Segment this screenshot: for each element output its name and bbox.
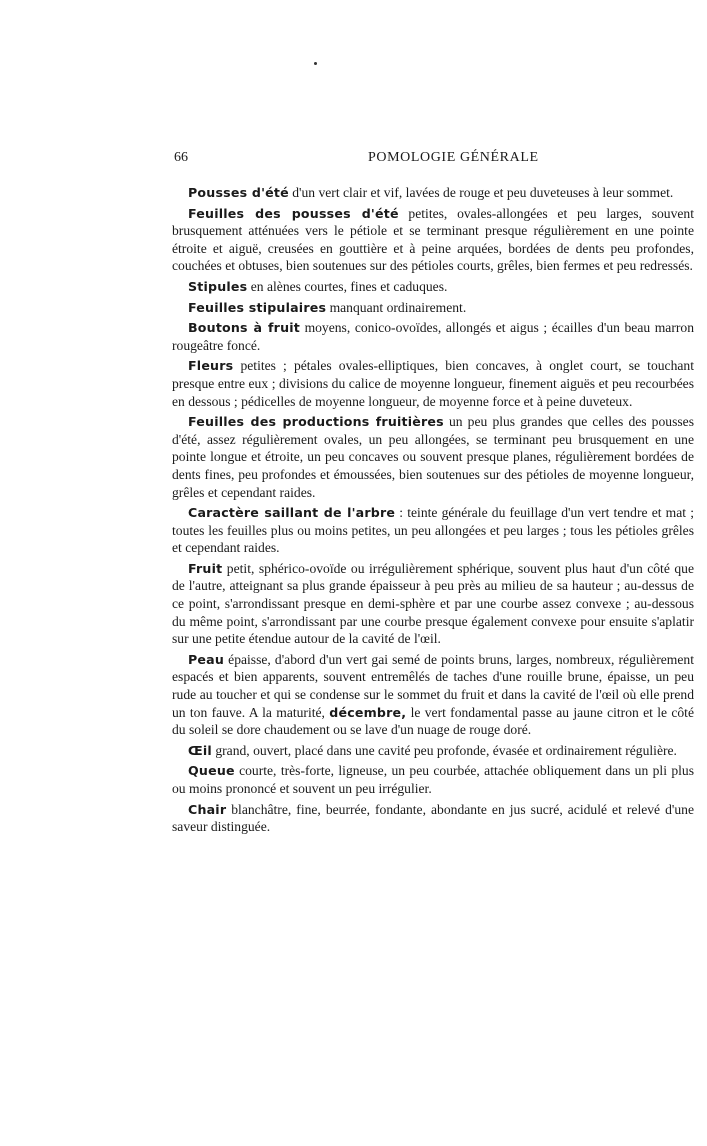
paragraph-text: un peu plus grandes que celles des pousses d'été, assez régulièrement ovales, un peu allongées, se terminant peu brusquement en une pointe longue et étroite, un peu concaves ou souvent presque planes, régulièrement bordées de dents fines, peu profondes et émoussées, bien soutenues sur des pétioles de moyenne longueur, grêles et cependant raides. (172, 414, 694, 500)
paragraph-oeil (172, 742, 694, 760)
paragraph-text: d'un vert clair et vif, lavées de rouge et peu duveteuses à leur sommet. (288, 185, 674, 200)
paragraph-text: petit, sphérico-ovoïde ou irrégulièrement sphérique, souvent plus haut d'un côté que de l'autre, atteignant sa plus grande épaisseur à peu près au milieu de sa hauteur ; au-dessus de ce point, s'arrondissant presque en demi-sphère et par une courbe assez convexe ; au-dessous du même point, s'arrondissant par une courbe presque également convexe pour ensuite s'aplatir sur une petite étendue autour de la cavité de l'œil. (172, 560, 694, 647)
paragraph-text: : teinte générale du feuillage d'un vert tendre et mat ; toutes les feuilles plus ou moins petites, un peu allongées et peu larges ; tous les pétioles grêles et cependant raides. (172, 505, 694, 556)
paragraph-text: moyens, conico-ovoïdes, allongés et aigus ; écailles d'un beau marron rougeâtre foncé. (172, 320, 694, 353)
print-speck (314, 62, 317, 65)
term-heading: Chair (188, 801, 227, 817)
paragraph-fleurs (172, 357, 694, 410)
paragraph-text: manquant ordinairement. (326, 299, 467, 315)
paragraph-text: en alènes courtes, fines et caduques. (247, 278, 448, 294)
paragraph-text: courte, très-forte, ligneuse, un peu courbée, attachée obliquement dans un pli plus ou moins prononcé et souvent un peu irrégulier. (172, 763, 694, 796)
paragraph-peau (172, 651, 694, 739)
paragraph-feuilles-pousses (172, 205, 694, 275)
paragraph-boutons (172, 319, 694, 354)
running-title: POMOLOGIE GÉNÉRALE (368, 150, 539, 165)
paragraph-fruit (172, 560, 694, 648)
paragraph-text: le vert fondamental passe au jaune citron et le côté du soleil se dore chaudement ou se lave d'un nuage de rouge doré. (172, 704, 694, 738)
paragraph-text: petites ; pétales ovales-elliptiques, bien concaves, à onglet court, se touchant presque entre eux ; divisions du calice de moyenne longueur, finement aiguës et peu recourbées en dessous ; pédicelles de moyenne longueur, de moyenne force et à peine duveteux. (172, 358, 694, 409)
paragraph-text: grand, ouvert, placé dans une cavité peu profonde, évasée et ordinairement régulière. (211, 742, 677, 758)
term-heading: Œil (188, 742, 212, 758)
term-heading: Stipules (188, 278, 248, 294)
term-heading: Feuilles des pousses d'été (188, 205, 399, 221)
page-body (172, 184, 694, 836)
term-heading: Pousses d'été (188, 185, 289, 200)
paragraph-queue (172, 762, 694, 797)
paragraph-chair (172, 801, 694, 836)
paragraph-feuilles-productions (172, 413, 694, 501)
book-page (172, 150, 694, 839)
paragraph-feuilles-stipulaires (172, 299, 694, 317)
term-heading: Boutons à fruit (188, 320, 300, 336)
term-inline-maturity: décembre, (329, 704, 407, 720)
term-heading: Queue (188, 763, 235, 779)
paragraph-text: petites, ovales-allongées et peu larges, souvent brusquement atténuées vers le pétiole et se terminant presque régulièrement en une pointe étroite et aiguë, creusées en gouttière et à peine arquées, bordées de dents peu profondes, couchées et obtuses, bien soutenues sur des pétioles courts, grêles, bien fermes et peu redressés. (172, 205, 694, 274)
term-heading: Feuilles des productions fruitières (188, 414, 444, 430)
term-heading: Fleurs (188, 358, 234, 374)
term-heading: Caractère saillant de l'arbre (188, 505, 396, 521)
term-heading: Feuilles stipulaires (188, 299, 327, 315)
paragraph-text: épaisse, d'abord d'un vert gai semé de points bruns, larges, nombreux, régulièrement espacés et bien apparents, souvent entremêlés de taches d'une rouille brune, épaisse, un peu rude au toucher et qui se condense sur le sommet du fruit et dans la cavité de l'œil où elle prend un ton fauve. A la maturité, (172, 651, 694, 720)
paragraph-pousses (172, 184, 694, 202)
paragraph-caractere (172, 504, 694, 557)
term-heading: Peau (188, 651, 225, 667)
page-header (172, 150, 694, 172)
term-heading: Fruit (188, 560, 223, 576)
paragraph-stipules (172, 278, 694, 296)
page-number: 66 (174, 150, 188, 165)
paragraph-text: blanchâtre, fine, beurrée, fondante, abondante en jus sucré, acidulé et relevé d'une saveur distinguée. (172, 801, 694, 835)
